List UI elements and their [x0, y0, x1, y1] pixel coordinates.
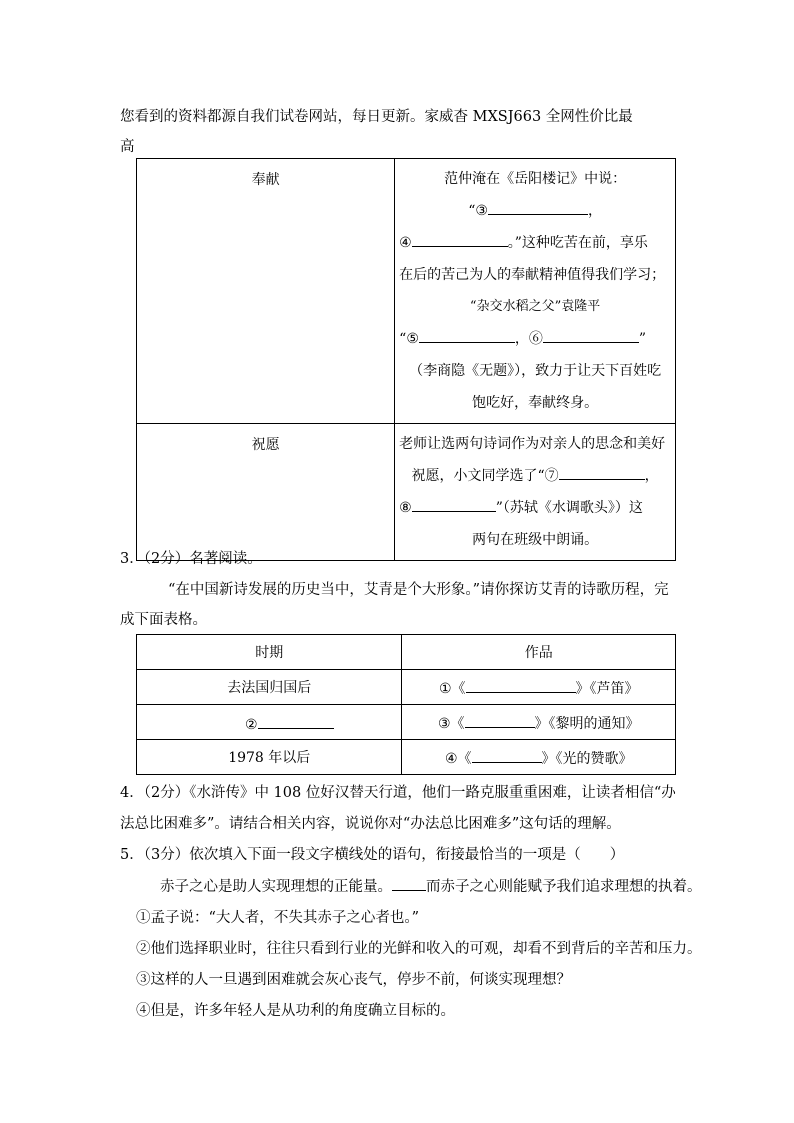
- theme-cell-wishes: 祝愿: [137, 424, 395, 561]
- theme-cell-dedication: 奉献: [137, 159, 395, 424]
- table-row: ② ③《 》《黎明的通知》: [137, 705, 676, 740]
- table-row: 1978 年以后 ④《 》《光的赞歌》: [137, 740, 676, 775]
- content-cell-dedication: 范仲淹在《岳阳楼记》中说： “③ ， ④ 。”这种吃苦在前，享乐 在后的苦己为人的奉献精神值得我们学习； “杂交水稻之父”袁隆平 “⑤ ，⑥ ” （李商隐《无题》），致力于让天下百姓吃 饱吃好，奉献终身。: [395, 159, 676, 424]
- answer-blank-4[interactable]: [412, 230, 508, 247]
- answer-blank-q5[interactable]: [392, 874, 426, 891]
- answer-blank-6[interactable]: [543, 326, 639, 343]
- option-4: ④但是，许多年轻人是从功利的角度确立目标的。: [136, 1003, 455, 1019]
- question-4-line-2: 法总比困难多”。请结合相关内容，说说你对“办法总比困难多”这句话的理解。: [120, 816, 621, 832]
- answer-blank-work-3[interactable]: [465, 711, 535, 728]
- table-row: [137, 424, 676, 561]
- answer-blank-3[interactable]: [488, 198, 588, 215]
- answer-blank-work-1[interactable]: [466, 676, 576, 693]
- header-works: 作品: [402, 635, 676, 670]
- table-row: 去法国归国后 ①《 》《芦笛》: [137, 670, 676, 705]
- table-header-row: [137, 635, 676, 670]
- question-5-line-1: 5．（3分）依次填入下面一段文字横线处的语句，衔接最恰当的一项是（ ）: [120, 847, 625, 863]
- question-3-title: 3．（2分）名著阅读。: [120, 551, 262, 567]
- header-line-2: 高: [120, 139, 135, 155]
- answer-blank-5[interactable]: [419, 326, 515, 343]
- option-2: ②他们选择职业时，往往只看到行业的光鲜和收入的可观，却看不到背后的辛苦和压力。: [136, 941, 702, 957]
- answer-blank-period-2[interactable]: [258, 712, 334, 729]
- header-line-1: 您看到的资料都源自我们试卷网站，每日更新。家威杳 MXSJ663 全网性价比最: [120, 109, 633, 125]
- aiqing-works-table: [136, 634, 676, 775]
- answer-blank-work-4[interactable]: [472, 746, 542, 763]
- question-3-paragraph-2: 成下面表格。: [120, 612, 207, 628]
- question-3-paragraph-1: “在中国新诗发展的历史当中，艾青是个大形象。”请你探访艾青的诗歌历程，完: [168, 582, 669, 598]
- answer-blank-8[interactable]: [412, 495, 496, 512]
- question-4-line-1: 4．（2分）《水浒传》中 108 位好汉替天行道，他们一路克服重重困难，让读者相信“办: [120, 785, 676, 801]
- table-row: [137, 159, 676, 424]
- content-cell-wishes: 老师让选两句诗词作为对亲人的思念和美好 祝愿，小文同学选了“⑦ ， ⑧ ”（苏轼《水调歌头》）这 两句在班级中朗诵。: [395, 424, 676, 561]
- option-3: ③这样的人一旦遇到困难就会灰心丧气，停步不前，何谈实现理想？: [136, 972, 571, 988]
- source-header: [120, 102, 680, 162]
- fill-in-table: [136, 158, 676, 561]
- header-period: 时期: [137, 635, 402, 670]
- option-1: ①孟子说：“大人者，不失其赤子之心者也。”: [136, 910, 420, 926]
- answer-blank-7[interactable]: [559, 463, 645, 480]
- question-5-passage: 赤子之心是助人实现理想的正能量。 而赤子之心则能赋予我们追求理想的执着。: [160, 872, 702, 902]
